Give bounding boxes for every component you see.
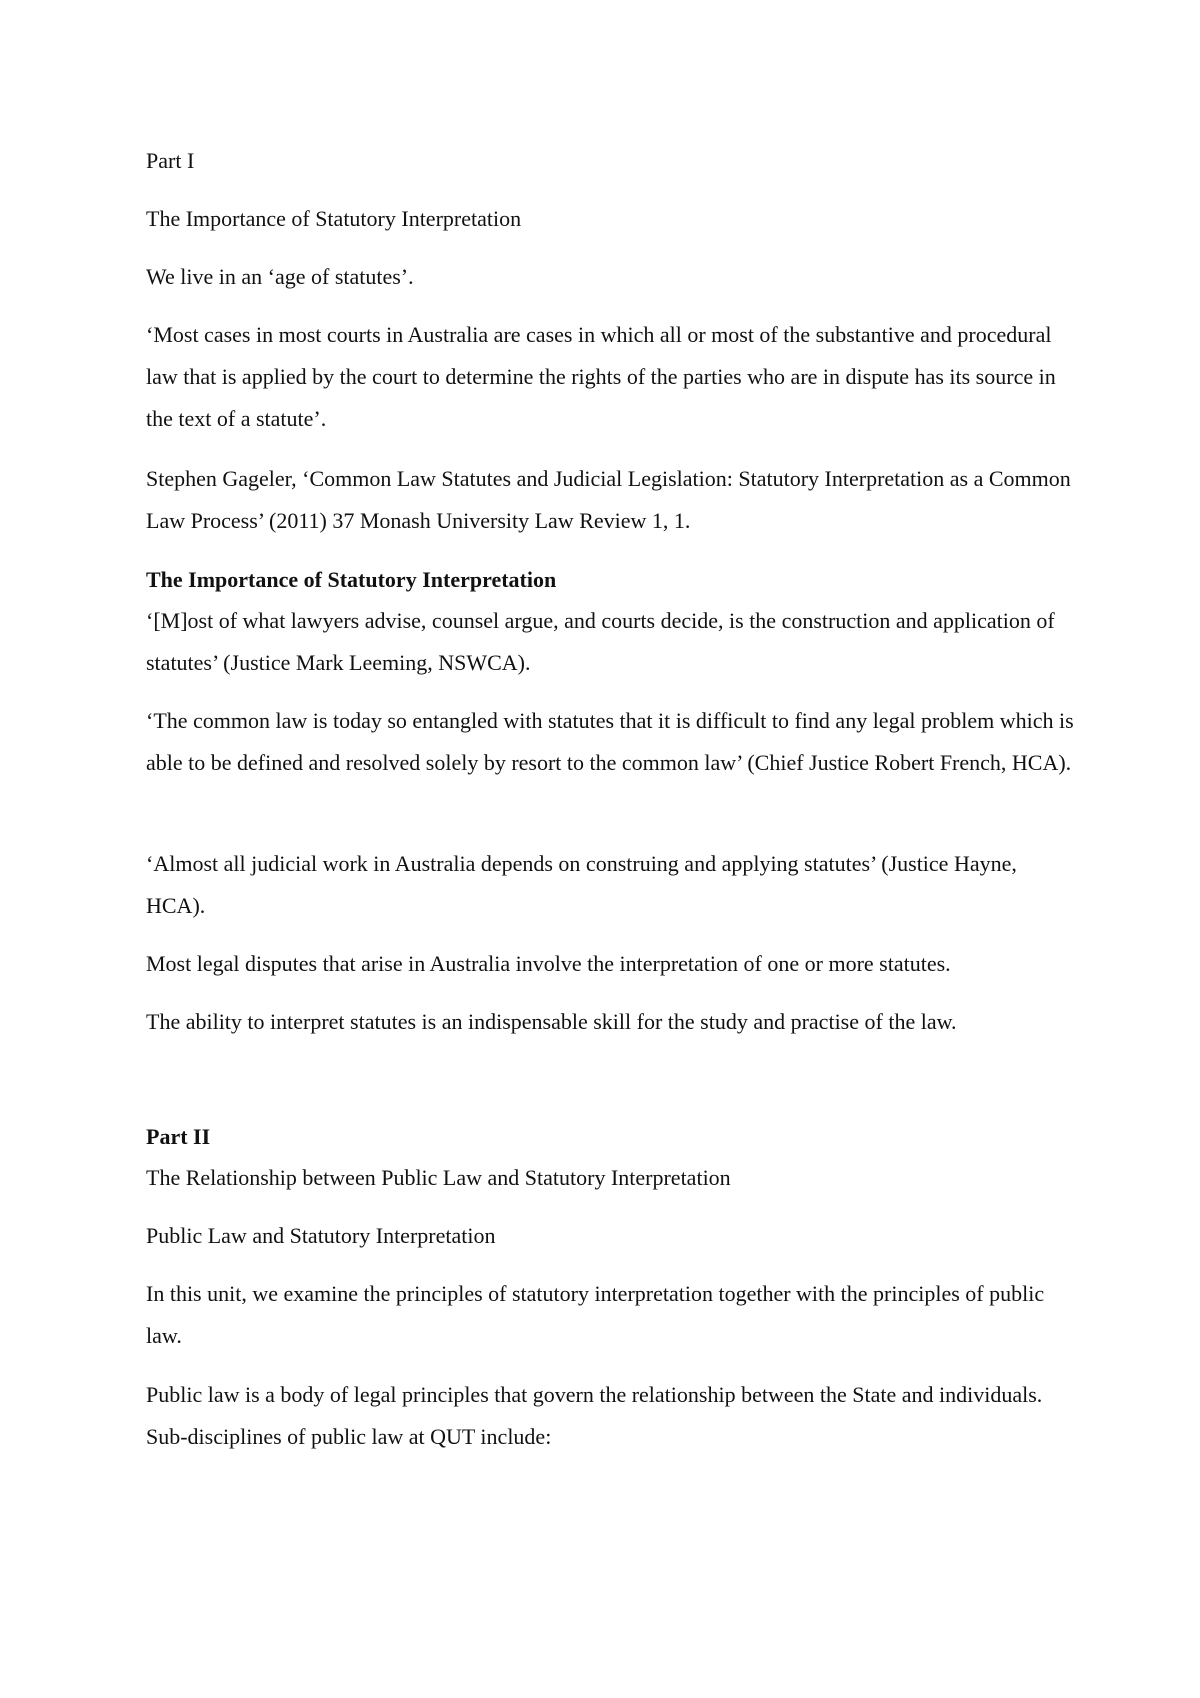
part-two-title: The Relationship between Public Law and Statutory Interpretation [146,1165,731,1190]
part-one-title: The Importance of Statutory Interpretation [146,206,522,231]
paragraph-quote-french: ‘The common law is today so entangled with statutes that it is difficult to find any legal problem which is able to be defined and resolved solely by resort to the common law’ (Chief Justice Robert French, HCA). [146,708,1074,775]
paragraph-quote-most-cases: ‘Most cases in most courts in Australia are cases in which all or most of the substantive and procedural law that is applied by the court to determine the rights of the parties who are in dispute has its source in the text of a statute’. [146,322,1056,431]
paragraph-quote-leeming: ‘[M]ost of what lawyers advise, counsel argue, and courts decide, is the construction and application of statutes’ (Justice Mark Leeming, NSWCA). [146,608,1055,675]
paragraph-unit-overview: In this unit, we examine the principles of statutory interpretation together with the principles of public law. [146,1281,1045,1348]
part-two-label: Part II [146,1124,211,1149]
paragraph-quote-hayne: ‘Almost all judicial work in Australia depends on construing and applying statutes’ (Justice Hayne, HCA). [146,851,1017,918]
paragraph-public-law-definition: Public law is a body of legal principles that govern the relationship between the State and individuals. Sub-disciplines of public law at QUT include: [146,1382,1043,1449]
paragraph-citation-gageler: Stephen Gageler, ‘Common Law Statutes and Judicial Legislation: Statutory Interpretation as a Common Law Process’ (2011) 37 Monash University Law Review 1, 1. [146,466,1071,533]
part-one-label: Part I [146,148,195,173]
paragraph-legal-disputes: Most legal disputes that arise in Australia involve the interpretation of one or more statutes. [146,951,951,976]
paragraph-ability: The ability to interpret statutes is an indispensable skill for the study and practise of the law. [146,1009,957,1034]
section-heading: The Importance of Statutory Interpretation [146,567,557,592]
paragraph-age-of-statutes: We live in an ‘age of statutes’. [146,264,414,289]
paragraph-public-law-heading: Public Law and Statutory Interpretation [146,1223,496,1248]
